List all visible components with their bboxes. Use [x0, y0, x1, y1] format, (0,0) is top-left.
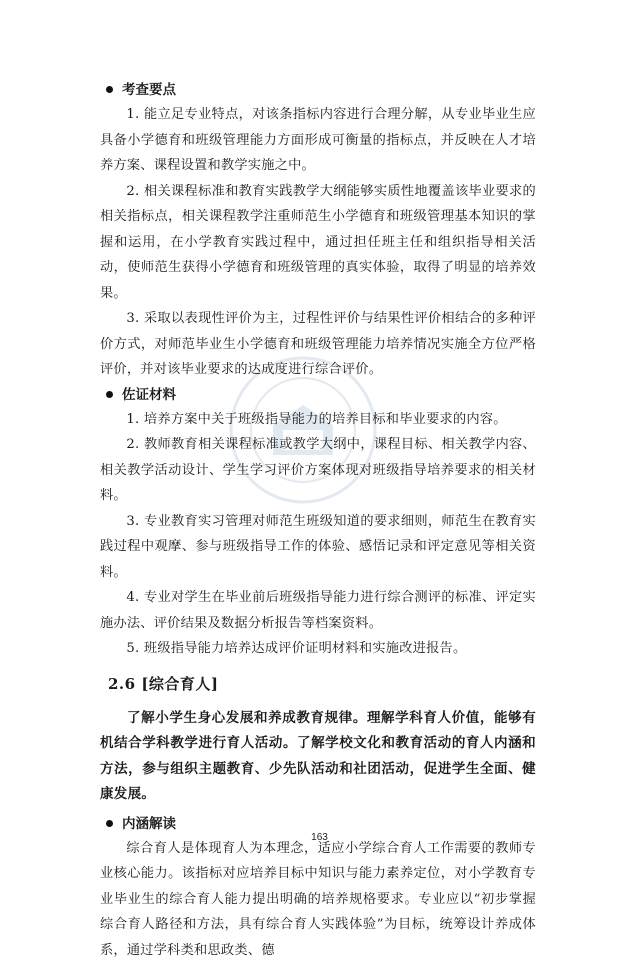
bullet-icon [106, 820, 113, 827]
evidence-paragraph: 3. 专业教育实习管理对师范生班级知道的要求细则，师范生在教育实践过程中观摩、参与班级指导工作的体验、感悟记录和评定意见等相关资料。 [100, 509, 536, 586]
assessment-heading-text: 考查要点 [122, 82, 176, 98]
evidence-paragraph: 4. 专业对学生在毕业前后班级指导能力进行综合测评的标准、评定实施办法、评价结果及数据分析报告等档案资料。 [100, 585, 536, 636]
evidence-paragraph: 1. 培养方案中关于班级指导能力的培养目标和毕业要求的内容。 [100, 407, 536, 433]
evidence-heading-text: 佐证材料 [122, 387, 176, 403]
bullet-icon [106, 391, 113, 398]
assessment-paragraph: 2. 相关课程标准和教育实践教学大纲能够实质性地覆盖该毕业要求的相关指标点，相关课程教学注重师范生小学德育和班级管理基本知识的掌握和运用，在小学教育实践过程中，通过担任班主任和组织指导相关活动，使师范生获得小学德育和班级管理的真实体验，取得了明显的培养效果。 [100, 179, 536, 307]
assessment-heading [100, 78, 536, 102]
interpretation-heading-text: 内涵解读 [122, 816, 176, 832]
assessment-paragraph: 3. 采取以表现性评价为主，过程性评价与结果性评价相结合的多种评价方式，对师范毕业生小学德育和班级管理能力培养情况实施全方位严格评价，并对该毕业要求的达成度进行综合评价。 [100, 306, 536, 383]
bullet-icon [106, 86, 113, 93]
section-title: 2.6 [综合育人] [108, 672, 536, 696]
evidence-heading [100, 383, 536, 407]
main-content [100, 78, 536, 963]
evidence-paragraph: 5. 班级指导能力培养达成评价证明材料和实施改进报告。 [100, 636, 536, 662]
requirement-statement: 了解小学生身心发展和养成教育规律。理解学科育人价值，能够有机结合学科教学进行育人活动。了解学校文化和教育活动的育人内涵和方法，参与组织主题教育、少先队活动和社团活动，促进学生全面、健康发展。 [100, 706, 536, 808]
evidence-paragraph: 2. 教师教育相关课程标准或教学大纲中，课程目标、相关教学内容、相关教学活动设计、学生学习评价方案体现对班级指导培养要求的相关材料。 [100, 432, 536, 509]
interpretation-paragraph: 综合育人是体现育人为本理念，适应小学综合育人工作需要的教师专业核心能力。该指标对应培养目标中知识与能力素养定位，对小学教育专业毕业生的综合育人能力提出明确的培养规格要求。专业应以“初步掌握综合育人路径和方法，具有综合育人实践体验”为目标，统筹设计养成体系，通过学科类和思政类、德 [100, 836, 536, 963]
page-number: 163 [0, 832, 639, 843]
assessment-paragraph: 1. 能立足专业特点，对该条指标内容进行合理分解，从专业毕业生应具备小学德育和班级管理能力方面形成可衡量的指标点，并反映在人才培养方案、课程设置和教学实施之中。 [100, 102, 536, 179]
